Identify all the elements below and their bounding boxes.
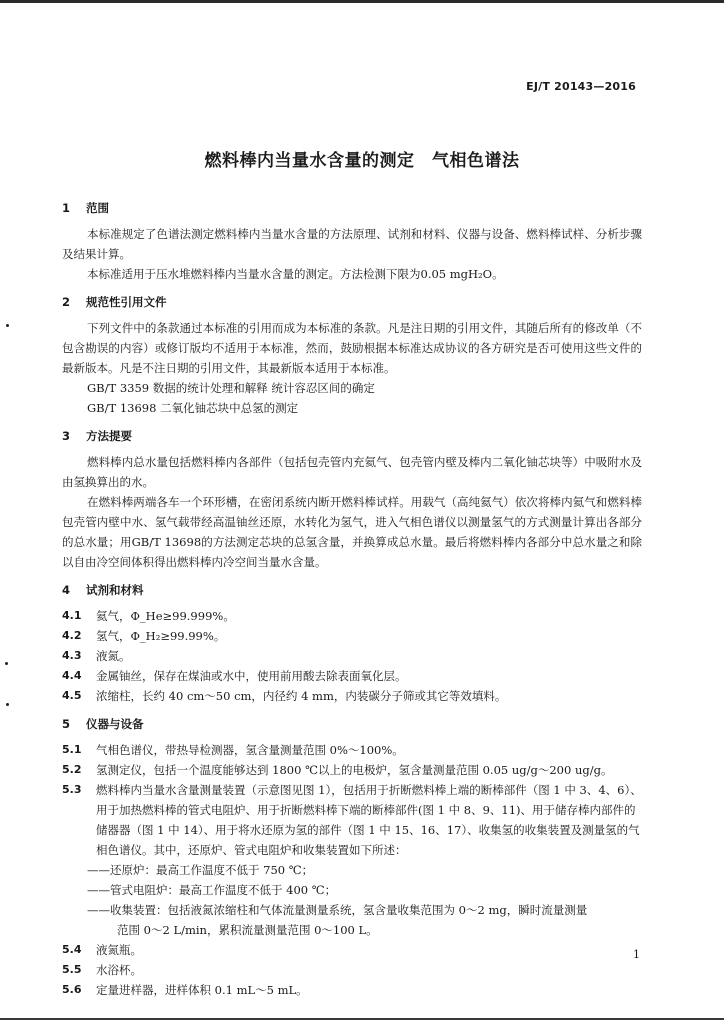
list-item: 5.3 燃料棒内当量水含量测量装置（示意图见图 1），包括用于折断燃料棒上端的断棒部件（图 1 中 3、4、6）、用于加热燃料棒的管式电阻炉、用于折断燃料棒下端的断棒部件(图 1 中 8、9、11)、用于储存棒内部件的储器器（图 1 中 14）、用于将水还原为氢的部件（图 1 中 15、16、17）、收集氢的收集装置及测量氢的气相色谱仪。其中，还原炉、管式电阻炉和收集装置如下所述：	[62, 783, 642, 857]
scan-bottom-edge	[0, 1018, 724, 1020]
standard-number: EJ/T 20143—2016	[526, 80, 636, 93]
section-5-heading: 5 仪器与设备	[62, 717, 144, 731]
dash-item: ——还原炉：最高工作温度不低于 750 ℃；	[87, 863, 314, 877]
section-3-heading: 3 方法提要	[62, 429, 132, 443]
section-3-paragraph: 在燃料棒两端各车一个环形槽，在密闭系统内断开燃料棒试样。用载气（高纯氦气）依次将棒内氦气和燃料棒包壳管内壁中水、氢气载带经高温铀丝还原，水转化为氢气，进入气相色谱仪以测量氢气的方式测量计算出各部分的总水量；用GB/T 13698的方法测定芯块的总氢含量，并换算成总水量。最后将燃料棒内各部分中总水量之和除以自由冷空间体积得出燃料棒内冷空间当量水含量。	[62, 495, 642, 569]
reference-item: GB/T 3359 数据的统计处理和解释 统计容忍区间的确定	[87, 381, 375, 395]
list-item: 4.1 氦气，Φ_He≥99.999%。	[62, 609, 235, 623]
list-item: 5.1 气相色谱仪，带热导检测器，氢含量测量范围 0%～100%。	[62, 743, 404, 757]
dash-item: ——收集装置：包括液氮浓缩柱和气体流量测量系统，氢含量收集范围为 0～2 mg，瞬时流量测量	[87, 903, 588, 917]
page-number: 1	[633, 948, 640, 961]
scan-speck	[5, 662, 8, 665]
list-item: 5.2 氢测定仪，包括一个温度能够达到 1800 ℃以上的电极炉，氢含量测量范围 0.05 ug/g～200 ug/g。	[62, 763, 613, 777]
list-item: 4.4 金属铀丝，保存在煤油或水中，使用前用酸去除表面氧化层。	[62, 669, 407, 683]
section-1-paragraph: 本标准规定了色谱法测定燃料棒内当量水含量的方法原理、试剂和材料、仪器与设备、燃料棒试样、分析步骤及结果计算。	[62, 227, 642, 261]
section-4-heading: 4 试剂和材料	[62, 583, 144, 597]
scan-top-edge	[0, 0, 724, 3]
scan-speck	[6, 324, 9, 327]
dash-item-continuation: 范围 0～2 L/min，累积流量测量范围 0～100 L。	[117, 923, 378, 937]
dash-item: ——管式电阻炉：最高工作温度不低于 400 ℃；	[87, 883, 337, 897]
section-2-paragraph: 下列文件中的条款通过本标准的引用而成为本标准的条款。凡是注日期的引用文件，其随后所有的修改单（不包含勘误的内容）或修订版均不适用于本标准，然而，鼓励根据本标准达成协议的各方研究是否可使用这些文件的最新版本。凡是不注日期的引用文件，其最新版本适用于本标准。	[62, 321, 642, 375]
document-body	[62, 198, 642, 1000]
section-1-heading: 1 范围	[62, 201, 109, 215]
list-item: 4.2 氢气，Φ_H₂≥99.99%。	[62, 629, 226, 643]
section-3-paragraph: 燃料棒内总水量包括燃料棒内各部件（包括包壳管内充氦气、包壳管内壁及棒内二氧化铀芯块等）中吸附水及由氢换算出的水。	[62, 455, 642, 489]
document-title: 燃料棒内当量水含量的测定 气相色谱法	[204, 151, 520, 171]
reference-item: GB/T 13698 二氧化铀芯块中总氢的测定	[87, 401, 299, 415]
list-item: 5.5 水浴杯。	[62, 963, 142, 977]
scan-speck	[6, 703, 9, 706]
list-item: 4.3 液氮。	[62, 649, 131, 663]
list-item: 5.6 定量进样器，进样体积 0.1 mL～5 mL。	[62, 983, 308, 997]
list-item: 5.4 液氮瓶。	[62, 943, 142, 957]
list-item: 4.5 浓缩柱，长约 40 cm～50 cm，内径约 4 mm，内装碳分子筛或其它等效填料。	[62, 689, 507, 703]
section-1-paragraph: 本标准适用于压水堆燃料棒内当量水含量的测定。方法检测下限为0.05 mgH₂O。	[87, 267, 504, 281]
section-2-heading: 2 规范性引用文件	[62, 295, 167, 309]
